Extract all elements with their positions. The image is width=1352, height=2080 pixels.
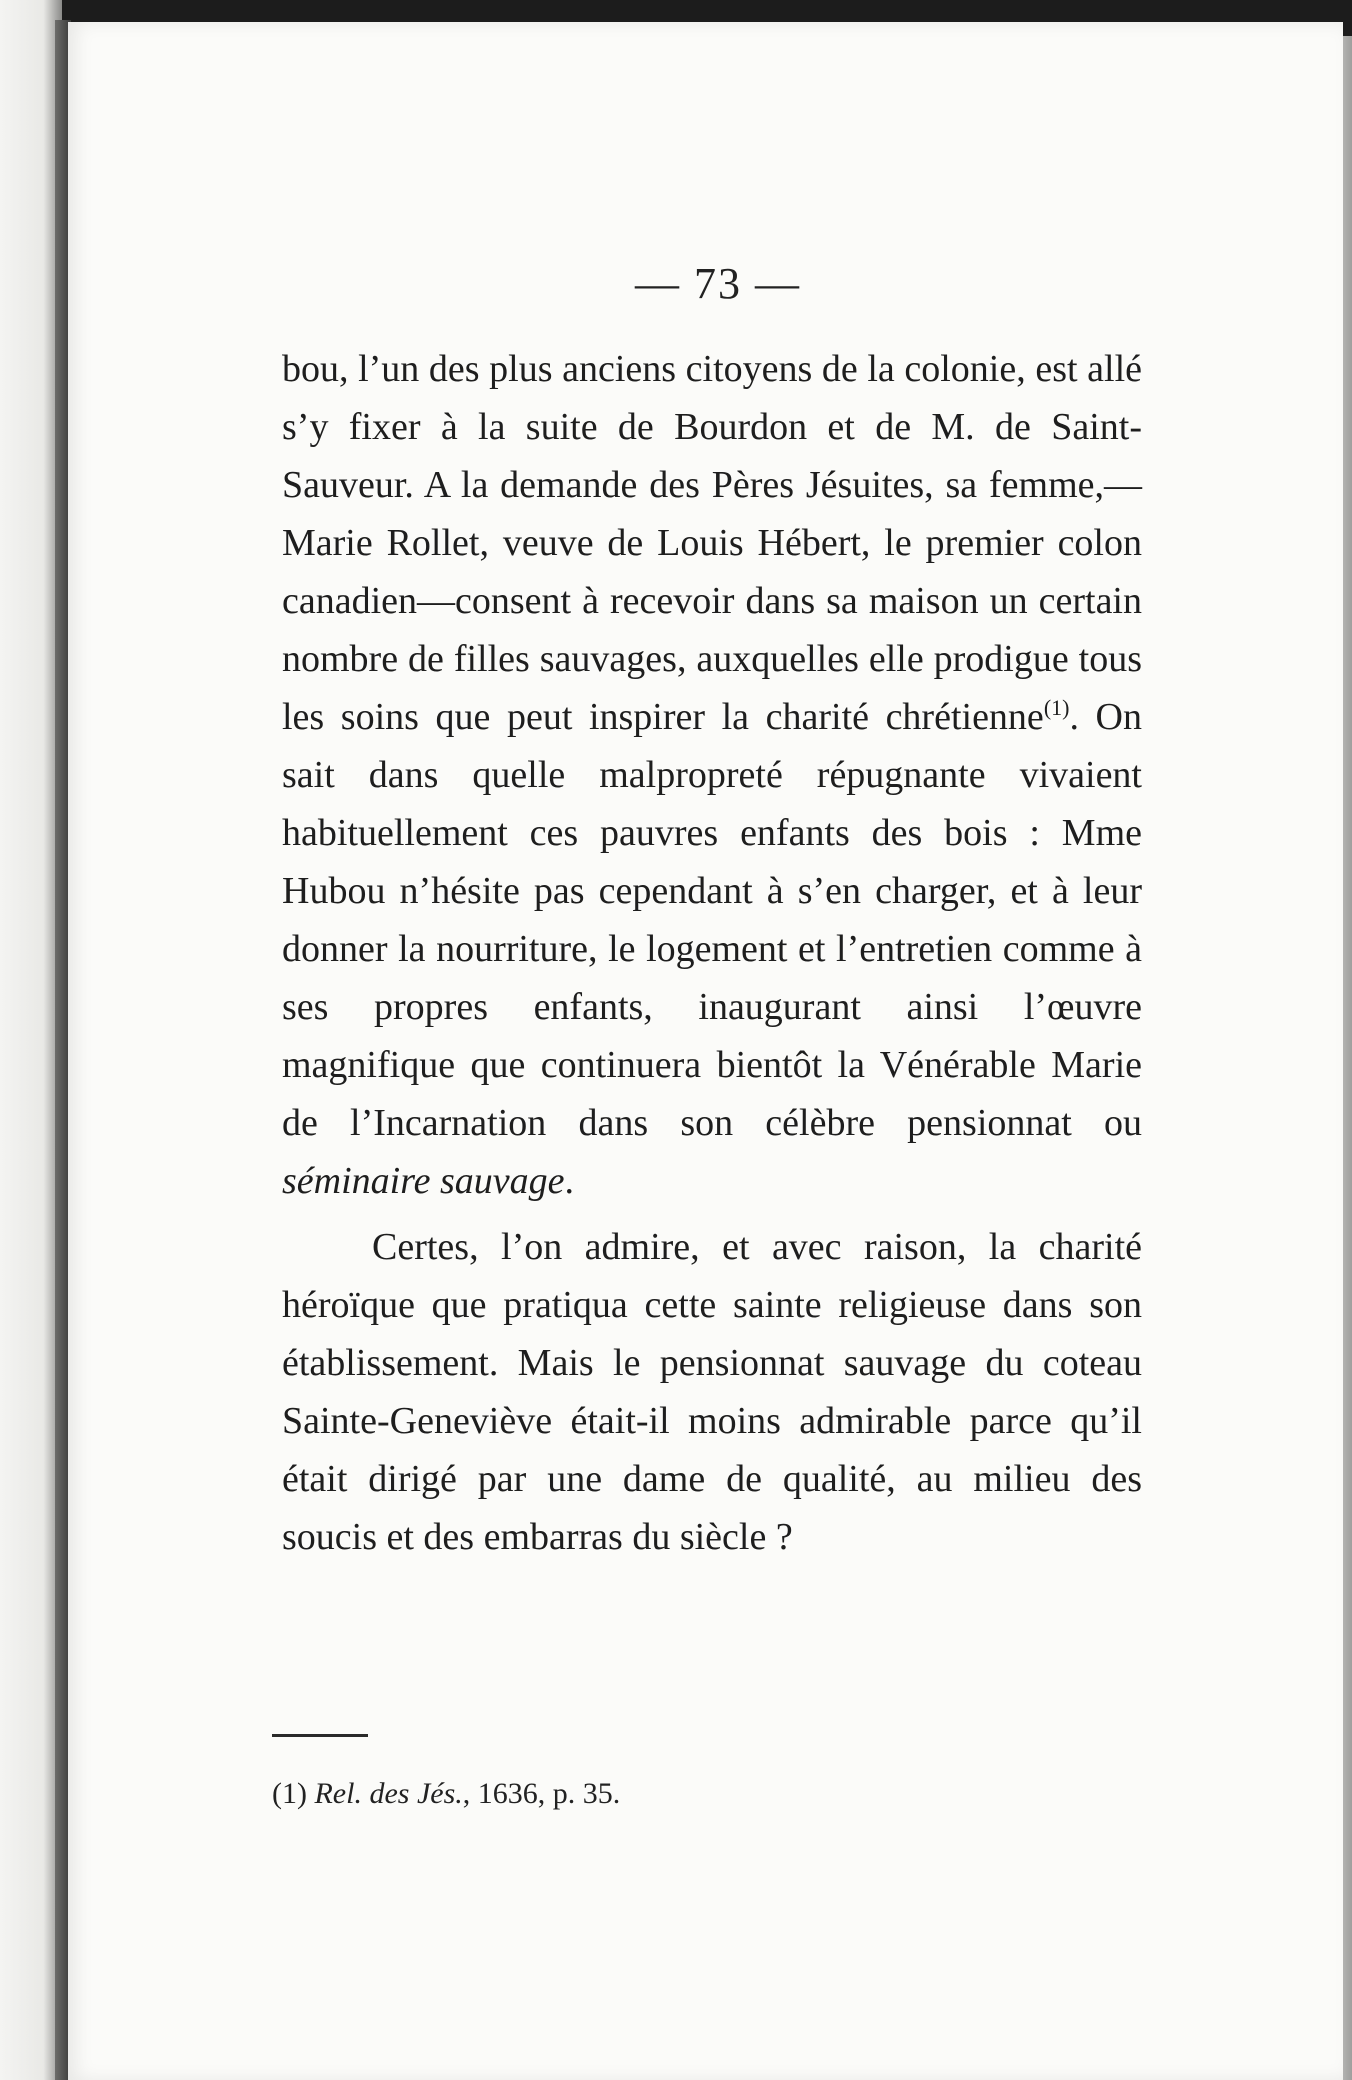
- footnote-rule: [272, 1734, 368, 1737]
- book-page: [68, 22, 1343, 2080]
- footnote-details: , 1636, p. 35.: [462, 1777, 621, 1810]
- footnote-marker: (1): [272, 1777, 307, 1810]
- paragraph-1-text-b: . On sait dans quelle malpropreté répugnante vivaient habituellement ces pauvres enfants des bois : Mme Hubou n’hésite pas cependant à s’en charger, et à leur donner la nourriture, le logement et l’entretien comme à ses propres enfants, inaugurant ainsi l’œuvre magnifique que continuera bientôt la Vénérable Marie de l’Incarnation dans son célèbre pensionnat ou: [282, 696, 1142, 1144]
- paragraph-2: Certes, l’on admire, et avec raison, la charité héroïque que pratiqua cette sainte religieuse dans son établissement. Mais le pensionnat sauvage du coteau Sainte-Geneviève était-il moins admirable parce qu’il était dirigé par une dame de qualité, au milieu des soucis et des embarras du siècle ?: [282, 1226, 1142, 1558]
- page-body: [282, 340, 1142, 1566]
- footnote-reference: (1): [1043, 695, 1070, 720]
- previous-page-edge: [0, 0, 62, 2080]
- paragraph-1-end: .: [564, 1160, 574, 1202]
- paragraph-1-italic: séminaire sauvage: [282, 1160, 565, 1202]
- paragraph-1: [282, 340, 1142, 1210]
- paragraph-1-text-a: bou, l’un des plus anciens citoyens de la colonie, est allé s’y fixer à la suite de Bourdon et de M. de Saint-Sauveur. A la demande des Pères Jésuites, sa femme,—Marie Rollet, veuve de Louis Hébert, le premier colon canadien—consent à recevoir dans sa maison un certain nombre de filles sauvages, auxquelles elle prodigue tous les soins que peut inspirer la charité chrétienne: [282, 348, 1142, 738]
- footnote: [272, 1777, 1072, 1811]
- footnote-source: Rel. des Jés.: [314, 1777, 463, 1810]
- page-number: — 73 —: [635, 259, 801, 308]
